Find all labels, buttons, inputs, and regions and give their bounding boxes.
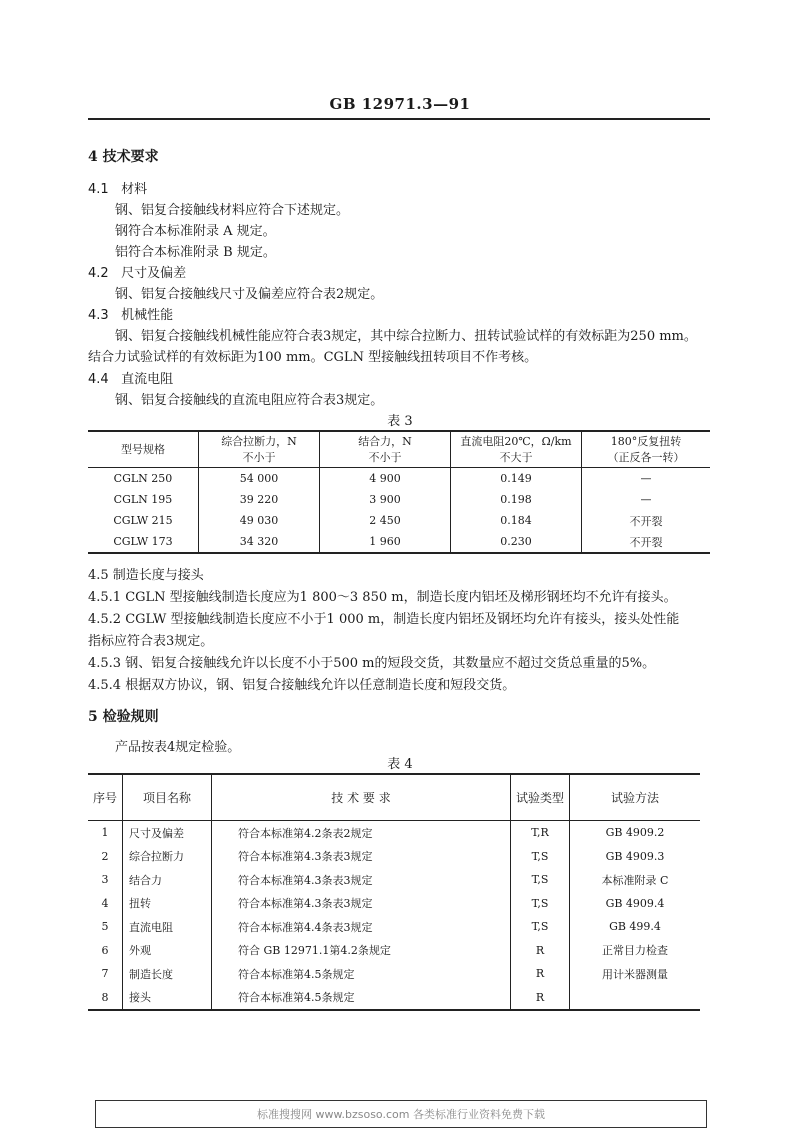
table-cell: 4 (101, 896, 109, 910)
section-4-2-title (88, 262, 186, 281)
table-cell: R (511, 986, 570, 1011)
table-3 (88, 430, 710, 554)
table-cell: 8 (88, 986, 123, 1011)
text-span: 4.2 (88, 266, 109, 281)
table-cell: 外观 (123, 939, 212, 963)
header-rule (88, 118, 710, 120)
table-cell: 接头 (123, 986, 212, 1011)
clause-4-5-2-cont: 指标应符合表3规定。 (88, 634, 214, 649)
section-4-5-heading: 4.5 制造长度与接头 (88, 568, 204, 583)
text-span: 180°反复扭转 (610, 434, 682, 448)
table-cell: 不开裂 (582, 531, 711, 553)
table-cell: 49 030 (199, 510, 320, 531)
section-4-3-line: 结合力试验试样的有效标距为100 mm。CGLN 型接触线扭转项目不作考核。 (88, 350, 538, 365)
section-5-intro: 产品按表4规定检验。 (115, 740, 241, 755)
text-span: 结合力，N (358, 434, 412, 448)
table-cell: T,S (511, 892, 570, 916)
table-cell: — (582, 468, 711, 490)
text-span: 4.1 (88, 182, 109, 197)
table-cell: 扭转 (123, 892, 212, 916)
section-5-heading: 5 检验规则 (88, 709, 159, 725)
table-row (88, 821, 700, 845)
text-span: 材料 (121, 182, 148, 197)
document-header: GB 12971.3—91 (329, 95, 471, 113)
section-4-1-title (88, 178, 147, 197)
table-cell: 4 900 (320, 468, 451, 490)
table-header-cell: 项目名称 (123, 774, 212, 821)
section-4-3-title (88, 304, 173, 323)
table-cell: 1 (101, 826, 109, 840)
section-4-3-line: 钢、铝复合接触线机械性能应符合表3规定，其中综合拉断力、扭转试验试样的有效标距为250 mm。 (115, 329, 697, 344)
section-4-heading: 4 技术要求 (88, 149, 159, 165)
table-cell: 2 (101, 849, 109, 863)
table-cell: 5 (101, 920, 109, 934)
table-row (88, 468, 710, 490)
table-cell: T,S (511, 915, 570, 939)
table-cell: 6 (101, 943, 109, 957)
table-cell: CGLN 250 (113, 472, 173, 485)
clause-4-5-1: 4.5.1 CGLN 型接触线制造长度应为1 800～3 850 m，制造长度内铝坯及梯形钢坯均不允许有接头。 (88, 590, 677, 605)
table-row (88, 489, 710, 510)
text-span: 尺寸及偏差 (121, 266, 187, 281)
table-cell: T,S (511, 868, 570, 892)
table-cell: R (511, 939, 570, 963)
section-4-1-line: 钢符合本标准附录 A 规定。 (115, 224, 276, 239)
section-4-4-title (88, 368, 173, 387)
table-cell: 不开裂 (582, 510, 711, 531)
table-row (88, 892, 700, 916)
section-4-2-line: 钢、铝复合接触线尺寸及偏差应符合表2规定。 (115, 287, 384, 302)
section-4-4-line: 钢、铝复合接触线的直流电阻应符合表3规定。 (115, 393, 384, 408)
table-cell: 39 220 (199, 489, 320, 510)
table-cell: GB 4909.4 (570, 892, 701, 916)
table-cell: 符合 GB 12971.1第4.2条规定 (212, 939, 511, 963)
table-header-cell (320, 431, 451, 468)
table-cell: 2 450 (320, 510, 451, 531)
table-4 (88, 773, 700, 1011)
text-span: 不小于 (368, 450, 402, 464)
table-header-cell (199, 431, 320, 468)
table-row (88, 915, 700, 939)
table-cell: 3 900 (320, 489, 451, 510)
table-4-caption: 表 4 (387, 757, 413, 772)
table-header-cell: 试验方法 (570, 774, 701, 821)
clause-4-5-2: 4.5.2 CGLW 型接触线制造长度应不小于1 000 m，制造长度内铝坯及钢坯均允许有接头，接头处性能 (88, 612, 680, 627)
table-cell: 符合本标准第4.3条表3规定 (212, 892, 511, 916)
table-cell: GB 4909.3 (570, 845, 701, 869)
table-cell: 用计米器测量 (570, 962, 701, 986)
table-row (88, 962, 700, 986)
text-span: （正反各一转） (607, 450, 685, 464)
table-row (88, 868, 700, 892)
text-span: 直流电阻20℃，Ω/km (460, 434, 572, 448)
table-cell: 综合拉断力 (123, 845, 212, 869)
table-header-row (88, 774, 700, 821)
table-cell: 54 000 (199, 468, 320, 490)
table-header-cell: 技 术 要 求 (212, 774, 511, 821)
table-header-cell: 序号 (88, 774, 123, 821)
section-4-1-line: 钢、铝复合接触线材料应符合下述规定。 (115, 203, 350, 218)
table-cell: 0.149 (451, 468, 582, 490)
table-cell: T,R (511, 821, 570, 845)
table-cell (570, 986, 701, 1011)
table-cell: 符合本标准第4.5条规定 (212, 962, 511, 986)
table-cell: 0.198 (451, 489, 582, 510)
footer-link[interactable]: 标准搜搜网 www.bzsoso.com 各类标准行业资料免费下载 (257, 1108, 545, 1121)
table-cell: 尺寸及偏差 (123, 821, 212, 845)
table-cell: 符合本标准第4.3条表3规定 (212, 868, 511, 892)
table-cell: 符合本标准第4.2条表2规定 (212, 821, 511, 845)
text-span: 综合拉断力，N (221, 434, 297, 448)
text-span: 直流电阻 (121, 372, 174, 387)
text-span: 4.4 (88, 372, 109, 387)
table-cell: 本标准附录 C (570, 868, 701, 892)
table-cell: 符合本标准第4.4条表3规定 (212, 915, 511, 939)
table-cell: CGLN 195 (113, 493, 173, 506)
table-row (88, 986, 700, 1011)
table-cell: 结合力 (123, 868, 212, 892)
table-row (88, 939, 700, 963)
table-cell: — (582, 489, 711, 510)
table-cell: GB 499.4 (570, 915, 701, 939)
table-cell: 直流电阻 (123, 915, 212, 939)
clause-4-5-3: 4.5.3 钢、铝复合接触线允许以长度不小于500 m的短段交货，其数量应不超过交货总重量的5%。 (88, 656, 656, 671)
text-span: 4.3 (88, 308, 109, 323)
table-cell: 3 (101, 873, 109, 887)
table-cell: GB 4909.2 (570, 821, 701, 845)
table-row (88, 845, 700, 869)
table-cell: 0.184 (451, 510, 582, 531)
table-3-caption: 表 3 (387, 414, 413, 429)
table-cell: CGLW 173 (88, 531, 199, 553)
clause-4-5-4: 4.5.4 根据双方协议，钢、铝复合接触线允许以任意制造长度和短段交货。 (88, 678, 516, 693)
table-cell: 符合本标准第4.5条规定 (212, 986, 511, 1011)
section-4-1-line: 铝符合本标准附录 B 规定。 (115, 245, 276, 260)
table-header-cell (582, 431, 711, 468)
table-header-cell: 试验类型 (511, 774, 570, 821)
table-cell: CGLW 215 (113, 514, 173, 527)
text-span: 型号规格 (121, 442, 165, 456)
text-span: 机械性能 (121, 308, 174, 323)
table-cell: T,S (511, 845, 570, 869)
table-cell: R (511, 962, 570, 986)
table-cell: 1 960 (320, 531, 451, 553)
table-header-cell (451, 431, 582, 468)
table-cell: 符合本标准第4.3条表3规定 (212, 845, 511, 869)
table-row (88, 531, 710, 553)
text-span: 不小于 (242, 450, 276, 464)
table-cell: 制造长度 (123, 962, 212, 986)
table-cell: 7 (101, 967, 109, 981)
table-header-row (88, 431, 710, 468)
text-span: 不大于 (499, 450, 533, 464)
table-header-cell (88, 431, 199, 468)
table-cell: 0.230 (451, 531, 582, 553)
table-cell: 正常目力检查 (570, 939, 701, 963)
table-cell: 34 320 (199, 531, 320, 553)
table-row (88, 510, 710, 531)
